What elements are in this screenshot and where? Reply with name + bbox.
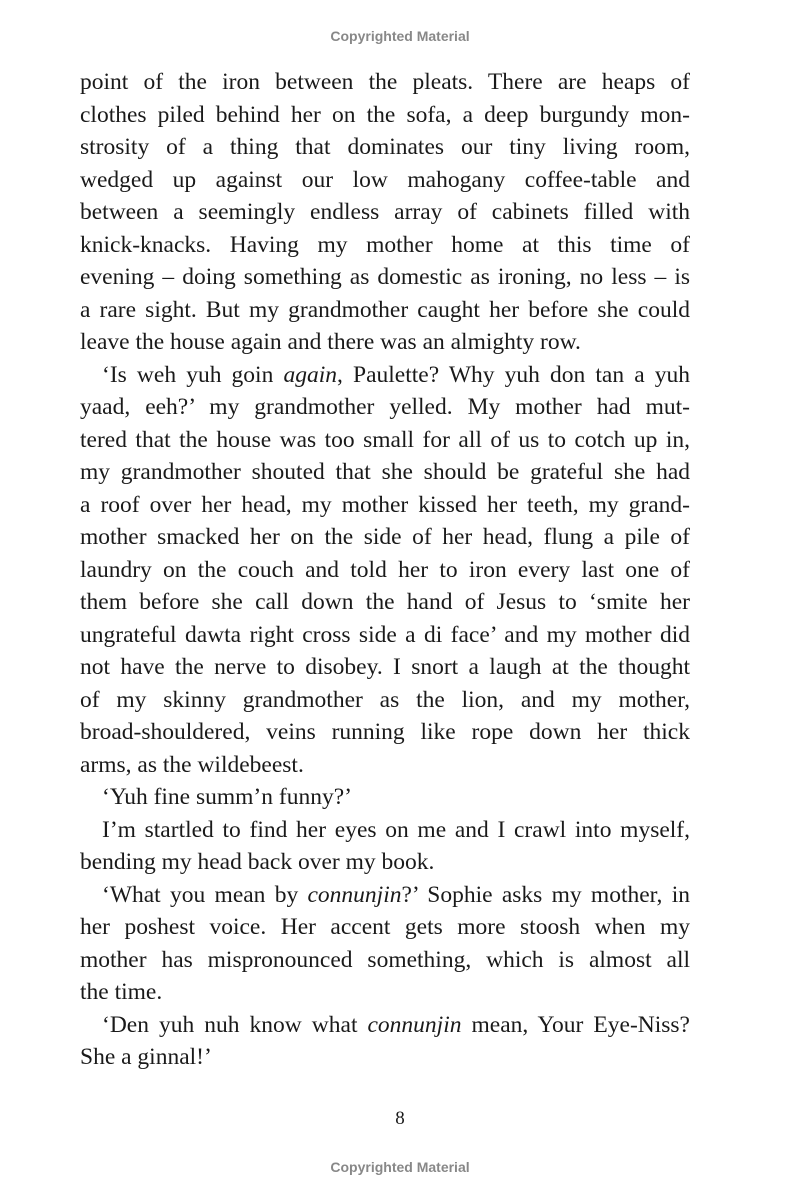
text-fragment: ?’ Sophie asks my mother, in [401, 881, 690, 908]
text-fragment: ‘Den yuh nuh know what [102, 1011, 368, 1038]
page-body-text [80, 66, 690, 1074]
text-line: my grandmother shouted that she should be grateful she had [80, 459, 690, 485]
text-line: clothes piled behind her on the sofa, a deep burgundy mon- [80, 101, 690, 128]
text-line: yaad, eeh?’ my grandmother yelled. My mother had mut- [80, 394, 690, 420]
text-line: I’m startled to find her eyes on me and I crawl into myself, [102, 816, 690, 843]
text-line: the time. [80, 979, 163, 1005]
text-line [80, 879, 690, 912]
text-line: of my skinny grandmother as the lion, and my mother, [80, 686, 690, 713]
text-fragment: ‘Is weh yuh goin [102, 361, 284, 388]
italic-word: connunjin [367, 1011, 462, 1038]
text-line: She a ginnal!’ [80, 1044, 212, 1070]
text-line: bending my head back over my book. [80, 849, 435, 875]
text-line: mother smacked her on the side of her head, flung a pile of [80, 524, 690, 550]
text-line: point of the iron between the pleats. There are heaps of [80, 69, 690, 95]
text-line: evening – doing something as domestic as ironing, no less – is [80, 264, 690, 290]
text-line: ungrateful dawta right cross side a di face’ and my mother did [80, 621, 690, 648]
text-line: broad-shouldered, veins running like rope down her thick [80, 719, 690, 745]
text-line: arms, as the wildebeest. [80, 751, 304, 778]
italic-word: connunjin [307, 881, 402, 908]
text-line: knick-knacks. Having my mother home at this time of [80, 231, 690, 258]
text-fragment: ‘What you mean by [102, 881, 308, 908]
text-line: a rare sight. But my grandmother caught her before she could [80, 296, 690, 323]
text-line: laundry on the couch and told her to iron every last one of [80, 556, 690, 583]
copyright-watermark-top: Copyrighted Material [330, 28, 470, 44]
text-line: not have the nerve to disobey. I snort a laugh at the thought [80, 654, 690, 680]
text-line: ‘Yuh fine summ’n funny?’ [102, 784, 352, 810]
text-line: between a seemingly endless array of cabinets filled with [80, 199, 690, 225]
text-line: leave the house again and there was an almighty row. [80, 329, 581, 355]
text-line: wedged up against our low mahogany coffee-table and [80, 166, 690, 193]
text-line: mother has mispronounced something, which is almost all [80, 946, 690, 973]
text-line [80, 359, 690, 392]
text-fragment: mean, Your Eye-Niss? [461, 1011, 690, 1038]
italic-word: again [283, 361, 337, 388]
text-line: strosity of a thing that dominates our tiny living room, [80, 134, 690, 160]
text-line: her poshest voice. Her accent gets more stoosh when my [80, 914, 690, 940]
text-line: tered that the house was too small for all of us to cotch up in, [80, 426, 690, 453]
copyright-watermark-bottom: Copyrighted Material [330, 1159, 470, 1175]
page-number: 8 [395, 1108, 405, 1129]
text-line [80, 1009, 690, 1042]
text-line: them before she call down the hand of Jesus to ‘smite her [80, 589, 690, 615]
text-line: a roof over her head, my mother kissed her teeth, my grand- [80, 491, 690, 518]
text-fragment: , Paulette? Why yuh don tan a yuh [337, 361, 690, 388]
